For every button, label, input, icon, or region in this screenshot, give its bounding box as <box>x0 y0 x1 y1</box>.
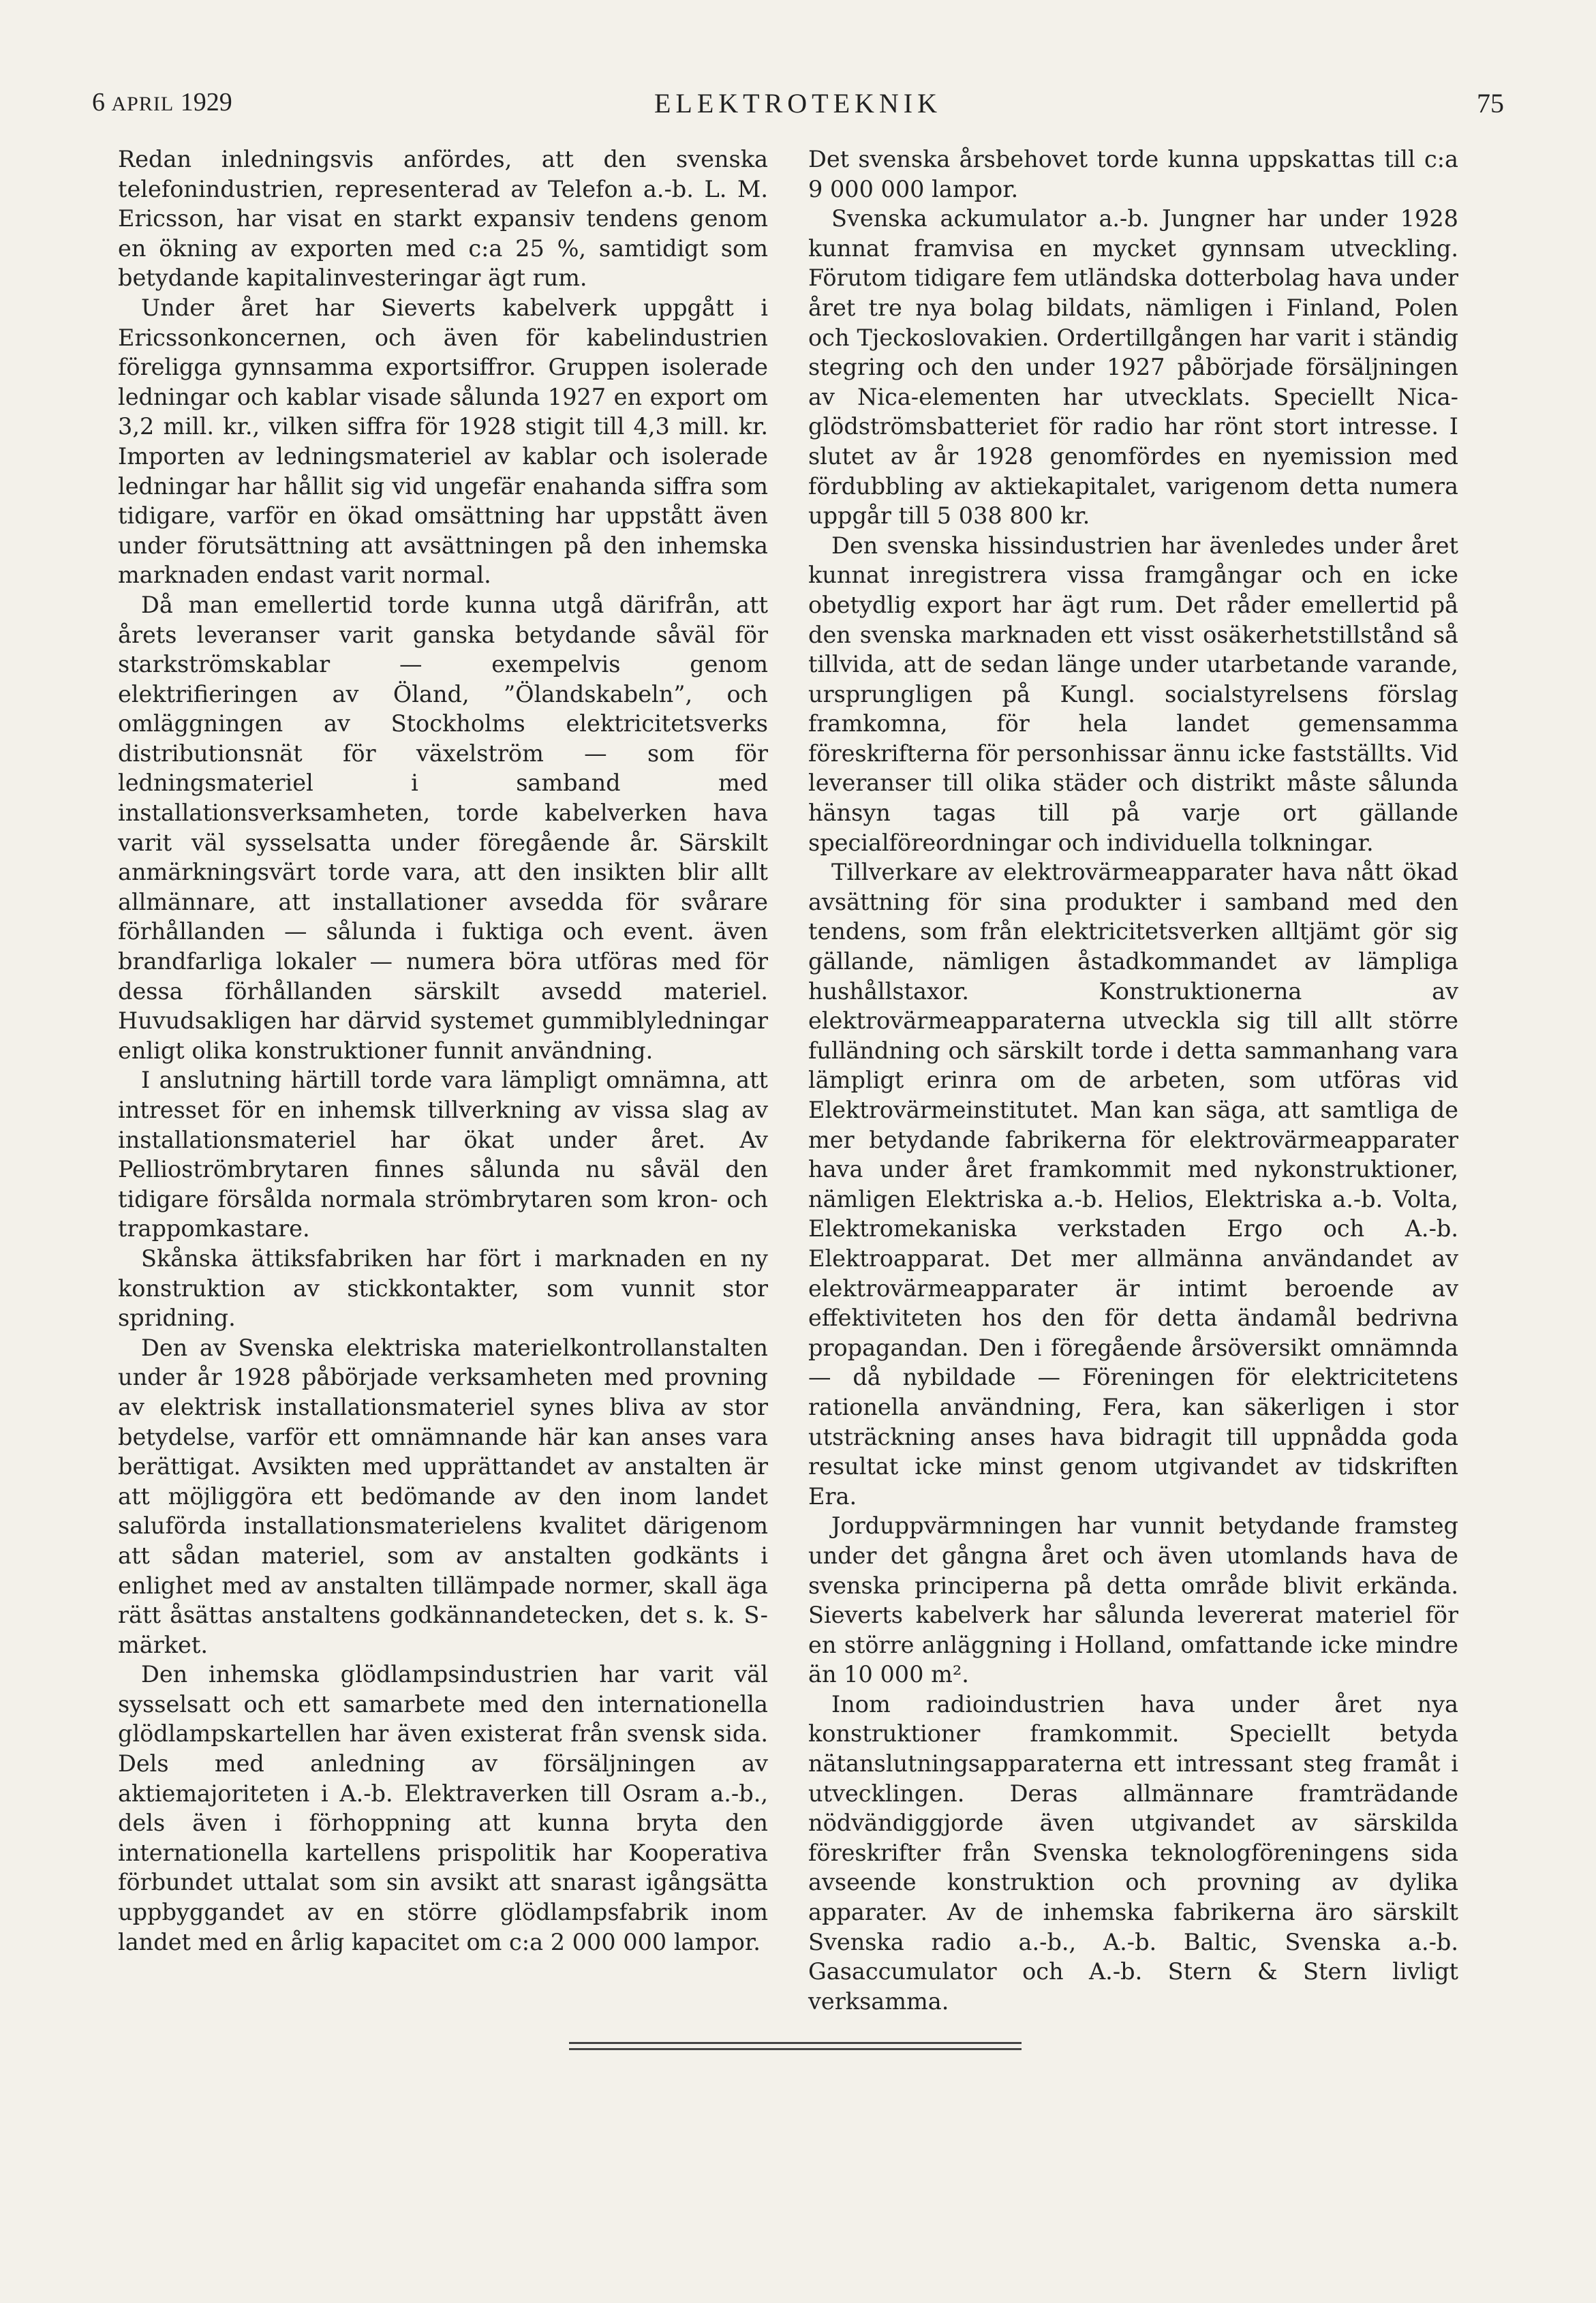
paragraph: Den inhemska glödlampsindustrien har varit väl sysselsatt och ett samarbete med den internationella glödlampskartellen har även existerat från svensk sida. Dels med anledning av försäljningen av aktiemajoriteten i A.-b. Elektraverken till Osram a.-b., dels även i förhoppning att kunna bryta den internationella kartellens prispolitik har Kooperativa förbundet uttalat som sin avsikt att snarast igångsätta uppbyggandet av en större glödlampsfabrik inom landet med en årlig kapacitet om c:a 2 000 000 lampor. <box>118 1661 768 1955</box>
paragraph: Det svenska årsbehovet torde kunna uppskattas till c:a 9 000 000 lampor. <box>808 146 1458 202</box>
page-header <box>92 87 1504 128</box>
paragraph: Tillverkare av elektrovärmeapparater hava nått ökad avsättning för sina produkter i samband med den tendens, som från elektricitetsverken alltjämt gör sig gällande, nämligen åstadkommandet av lämpliga hushållstaxor. Konstruktionerna av elektrovärmeapparaterna utveckla sig till allt större fulländning och särskilt torde i detta sammanhang vara lämpligt erinra om de arbeten, som utföras vid Elektrovärmeinstitutet. Man kan säga, att samtliga de mer betydande fabrikerna för elektrovärmeapparater hava under året framkommit med nykonstruktioner, nämligen Elektriska a.-b. Helios, Elektriska a.-b. Volta, Elektromekaniska verkstaden Ergo och A.-b. Elektroapparat. Det mer allmänna användandet av elektrovärmeapparater är intimt beroende av effektiviteten hos den för detta ändamål bedrivna propagandan. Den i föregående årsöversikt omnämnda — då nybildade — Föreningen för elektricitetens rationella användning, Fera, kan säkerligen i stor utsträckning anses hava bidragit till uppnådda goda resultat icke minst genom utgivandet av tidskriften Era. <box>808 859 1458 1510</box>
issue-day: 6 <box>92 88 105 117</box>
paragraph: Den av Svenska elektriska materielkontrollanstalten under år 1928 påbörjade verksamheten med provning av elektrisk installationsmateriel synes bliva av stor betydelse, varför ett omnämnande här kan anses vara berättigat. Avsikten med upprättandet av anstalten är att möjliggöra ett bedömande av den inom landet saluförda installationsmaterielens kvalitet därigenom att sådan materiel, som av anstalten godkänts i enlighet med av anstalten tillämpade normer, skall äga rätt åsättas anstaltens godkännandetecken, det s. k. S-märket. <box>118 1334 768 1658</box>
paragraph: Då man emellertid torde kunna utgå därifrån, att årets leveranser varit ganska betydande såväl för starkströmskablar — exempelvis genom elektrifieringen av Öland, ”Ölandskabeln”, och omläggningen av Stockholms elektricitetsverks distributionsnät för växelström — som för ledningsmateriel i samband med installationsverksamheten, torde kabelverken hava varit väl sysselsatta under föregående år. Särskilt anmärkningsvärt torde vara, att den insikten blir allt allmännare, att installationer avsedda för svårare förhållanden — sålunda i fuktiga och event. även brandfarliga lokaler — numera böra utföras med för dessa förhållanden särskilt avsedd materiel. Huvudsakligen har därvid systemet gummiblyledningar enligt olika konstruktioner funnit användning. <box>118 591 768 1064</box>
paragraph: Den svenska hissindustrien har ävenledes under året kunnat inregistrera vissa framgångar och en icke obetydlig export har ägt rum. Det råder emellertid på den svenska marknaden ett visst osäkerhetstillstånd så tillvida, att de sedan länge under utarbetande varande, ursprungligen på Kungl. socialstyrelsens förslag framkomna, för hela landet gemensamma föreskrifterna för personhissar ännu icke fastställts. Vid leveranser till olika städer och distrikt måste sålunda hänsyn tagas till på varje ort gällande specialföreordningar och individuella tolkningar. <box>808 532 1458 856</box>
paragraph: Under året har Sieverts kabelverk uppgått i Ericssonkoncernen, och även för kabelindustrien föreligga gynnsamma exportsiffror. Gruppen isolerade ledningar och kablar visade sålunda 1927 en export om 3,2 mill. kr., vilken siffra för 1928 stigit till 4,3 mill. kr. Importen av ledningsmateriel av kablar och isolerade ledningar har hållit sig vid ungefär enahanda siffra som tidigare, varför en ökad omsättning har uppstått även under förutsättning att avsättningen på den inhemska marknaden endast varit normal. <box>118 294 768 589</box>
paragraph: Svenska ackumulator a.-b. Jungner har under 1928 kunnat framvisa en mycket gynnsam utveckling. Förutom tidigare fem utländska dotterbolag hava under året tre nya bolag bildats, nämligen i Finland, Polen och Tjeckoslovakien. Ordertillgången har varit i ständig stegring och den under 1927 påbörjade försäljningen av Nica-elementen har utvecklats. Speciellt Nica-glödströmsbatteriet för radio har rönt stort intresse. I slutet av år 1928 genomfördes en nyemission med fördubbling av aktiekapitalet, varigenom detta numera uppgår till 5 038 800 kr. <box>808 205 1458 530</box>
issue-month: APRIL <box>111 93 174 115</box>
journal-title: ELEKTROTEKNIK <box>654 88 942 119</box>
divider <box>569 2042 1022 2044</box>
issue-year: 1929 <box>180 88 232 117</box>
left-column <box>118 144 768 1957</box>
paragraph: Inom radioindustrien hava under året nya konstruktioner framkommit. Speciellt betyda nätanslutningsapparaterna ett intressant steg framåt i utvecklingen. Deras allmännare framträdande nödvändiggjorde även utgivandet av särskilda föreskrifter från Svenska teknologföreningens sida avseende konstruktion och provning av dylika apparater. Av de inhemska fabrikerna äro särskilt Svenska radio a.-b., A.-b. Baltic, Svenska a.-b. Gasaccumulator och A.-b. Stern & Stern livligt verksamma. <box>808 1690 1458 2015</box>
paragraph: Skånska ättiksfabriken har fört i marknaden en ny konstruktion av stickkontakter, som vunnit stor spridning. <box>118 1245 768 1332</box>
section-end-rule <box>569 2042 1022 2054</box>
page-number: 75 <box>1477 88 1504 119</box>
paragraph: I anslutning härtill torde vara lämpligt omnämna, att intresset för en inhemsk tillverkning av vissa slag av installationsmateriel har ökat under året. Av Pellioströmbrytaren finnes sålunda nu såväl den tidigare försålda normala strömbrytaren som kron- och trappomkastare. <box>118 1067 768 1242</box>
paragraph: Jorduppvärmningen har vunnit betydande framsteg under det gångna året och även utomlands hava de svenska principerna på detta område blivit erkända. Sieverts kabelverk har sålunda levererat materiel för en större anläggning i Holland, omfattande icke mindre än 10 000 m². <box>808 1512 1458 1688</box>
right-column <box>808 144 1458 2016</box>
divider <box>569 2048 1022 2050</box>
paragraph: Redan inledningsvis anfördes, att den svenska telefonindustrien, representerad av Telefon a.-b. L. M. Ericsson, har visat en starkt expansiv tendens genom en ökning av exporten med c:a 25 %, samtidigt som betydande kapitalinvesteringar ägt rum. <box>118 146 768 292</box>
